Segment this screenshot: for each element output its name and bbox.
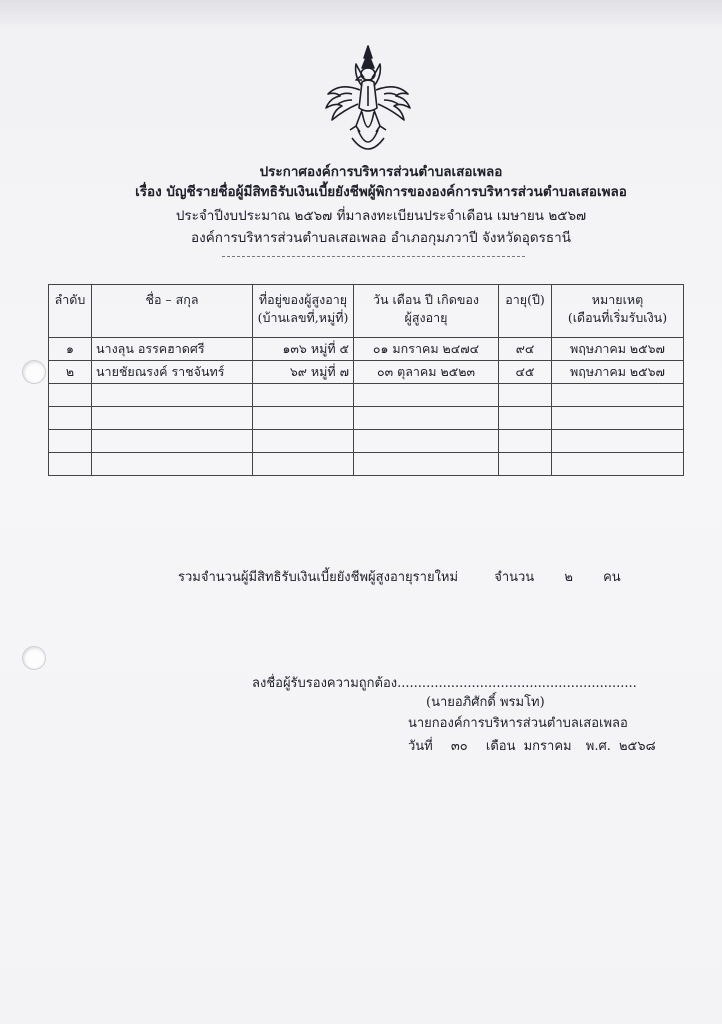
organization-line: องค์การบริหารส่วนตำบลเสอเพลอ อำเภอกุมภวาปี จังหวัดอุดรธานี bbox=[191, 230, 571, 246]
signature-date bbox=[408, 735, 656, 756]
scan-shadow bbox=[0, 0, 722, 28]
signature-dots: .......................................................... bbox=[397, 676, 637, 691]
col-header-note: หมายเหตุ (เดือนที่เริ่มรับเงิน) bbox=[552, 285, 684, 338]
date-month-label: เดือน bbox=[485, 739, 516, 754]
signature-line bbox=[252, 672, 637, 693]
cell-note: พฤษภาคม ๒๕๖๗ bbox=[552, 338, 684, 361]
col-header-address: ที่อยู่ของผู้สูงอายุ (บ้านเลขที่,หมู่ที่) bbox=[253, 285, 354, 338]
cell-no: ๑ bbox=[49, 338, 92, 361]
fiscal-year-line: ประจำปีงบประมาณ ๒๕๖๗ ที่มาลงทะเบียนประจำเดือน เมษายน ๒๕๖๗ bbox=[175, 208, 587, 224]
col-header-age: อายุ(ปี) bbox=[499, 285, 552, 338]
summary-text: รวมจำนวนผู้มีสิทธิรับเงินเบี้ยยังชีพผู้สูงอายุรายใหม่ bbox=[178, 570, 459, 585]
date-day: ๓๐ bbox=[450, 739, 468, 754]
table-row-empty bbox=[49, 430, 684, 453]
col-header-name: ชื่อ – สกุล bbox=[92, 285, 253, 338]
summary-count-label: จำนวน bbox=[494, 570, 535, 585]
cell-address: ๑๓๖ หมู่ที่ ๕ bbox=[253, 338, 354, 361]
table-row bbox=[49, 338, 684, 361]
garuda-emblem-icon bbox=[322, 42, 414, 160]
table-header-row bbox=[49, 285, 684, 338]
table-row bbox=[49, 361, 684, 384]
cell-age: ๔๕ bbox=[499, 361, 552, 384]
date-year: ๒๕๖๘ bbox=[618, 739, 656, 754]
cell-address: ๖๙ หมู่ที่ ๗ bbox=[253, 361, 354, 384]
date-day-label: วันที่ bbox=[408, 739, 433, 754]
table-row-empty bbox=[49, 384, 684, 407]
date-month: มกราคม bbox=[523, 739, 572, 754]
cell-dob: ๐๑ มกราคม ๒๔๗๔ bbox=[354, 338, 499, 361]
col-header-no: ลำดับ bbox=[49, 285, 92, 338]
cell-note: พฤษภาคม ๒๕๖๗ bbox=[552, 361, 684, 384]
signatory-title: นายกองค์การบริหารส่วนตำบลเสอเพลอ bbox=[408, 716, 628, 731]
date-year-label: พ.ศ. bbox=[585, 739, 611, 754]
signatory-name: (นายอภิศักดิ์ พรมโท) bbox=[426, 695, 545, 710]
signature-label: ลงชื่อผู้รับรองความถูกต้อง bbox=[252, 676, 398, 691]
punch-hole-bottom bbox=[22, 646, 46, 670]
punch-hole-top bbox=[22, 360, 46, 384]
col-header-dob: วัน เดือน ปี เกิดของ ผู้สูงอายุ bbox=[354, 285, 499, 338]
cell-no: ๒ bbox=[49, 361, 92, 384]
summary-count: ๒ bbox=[564, 570, 573, 585]
table-row-empty bbox=[49, 407, 684, 430]
summary-unit: คน bbox=[603, 570, 621, 585]
cell-name: นางลุน อรรคฮาดศรี bbox=[92, 338, 253, 361]
subject-line: เรื่อง บัญชีรายชื่อผู้มีสิทธิรับเงินเบี้ยยังชีพผู้พิการขององค์การบริหารส่วนตำบลเสอเพลอ bbox=[135, 184, 627, 200]
cell-dob: ๐๓ ตุลาคม ๒๕๒๓ bbox=[354, 361, 499, 384]
announcement-title: ประกาศองค์การบริหารส่วนตำบลเสอเพลอ bbox=[259, 164, 503, 180]
cell-age: ๙๔ bbox=[499, 338, 552, 361]
beneficiary-table bbox=[48, 284, 684, 476]
cell-name: นายชัยณรงค์ ราชจันทร์ bbox=[92, 361, 253, 384]
table-row-empty bbox=[49, 453, 684, 476]
summary-line bbox=[178, 566, 621, 587]
header-divider bbox=[222, 256, 525, 257]
